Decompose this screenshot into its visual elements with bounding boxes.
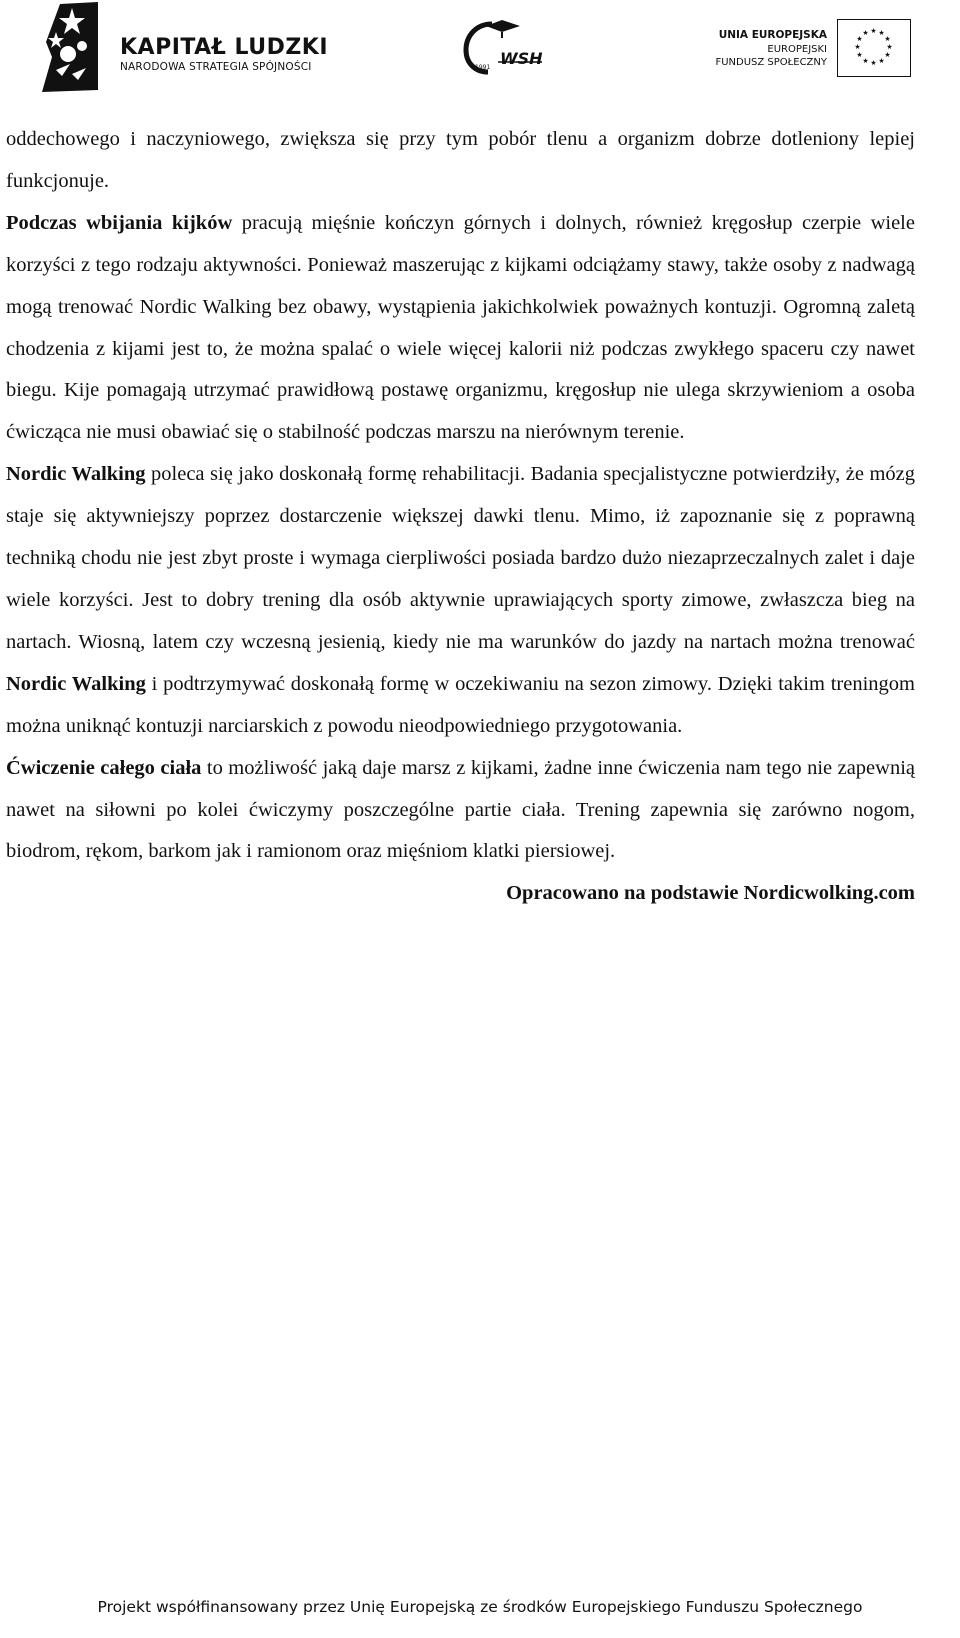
page-footer: Projekt współfinansowany przez Unię Europejską ze środków Europejskiego Funduszu Społecznego (97, 1598, 863, 1616)
paragraph-1: oddechowego i naczyniowego, zwiększa się przy tym pobór tlenu a organizm dobrze dotleniony lepiej funkcjonuje. (6, 128, 915, 192)
paragraph-2 (6, 203, 915, 454)
paragraph-3-bold-term: Nordic Walking (6, 672, 146, 695)
paragraph-4-lead: Ćwiczenie całego ciała (6, 756, 202, 779)
eu-fund-line1: EUROPEJSKI (767, 44, 827, 55)
paragraph-3 (6, 454, 915, 747)
eu-text (689, 28, 827, 69)
paragraph-2-text: pracują mięśnie kończyn górnych i dolnych, również kręgosłup czerpie wiele korzyści z tego rodzaju aktywności. Ponieważ maszerując z kijkami odciążamy stawy, także osoby z nadwagą mogą trenować Nordic Walking bez obawy, wystąpienia jakichkolwiek poważnych kontuzji. Ogromną zaletą chodzenia z kijami jest to, że można spalać o wiele więcej kalorii niż podczas zwykłego spaceru czy nawet biegu. Kije pomagają utrzymać prawidłową postawę organizmu, kręgosłup nie ulega skrzywieniom a osoba ćwicząca nie musi obawiać się o stabilność podczas marszu na nierównym terenie. (6, 211, 915, 444)
paragraph-4 (6, 748, 915, 874)
kapital-ludzki-emblem-icon (42, 2, 100, 92)
svg-text:★: ★ (856, 35, 863, 43)
svg-text:★: ★ (878, 29, 885, 37)
svg-text:★: ★ (862, 57, 869, 65)
paragraph-3-lead: Nordic Walking (6, 463, 146, 486)
source-note: Opracowano na podstawie Nordicwolking.com (506, 882, 915, 905)
eu-name: UNIA EUROPEJSKA (718, 29, 827, 41)
paragraph-3-text-a: poleca się jako doskonałą formę rehabilitacji. Badania specjalistyczne potwierdziły, że mózg staje się aktywniejszy poprzez dostarczenie większej dawki tlenu. Mimo, iż zapoznanie się z poprawną techniką chodu nie jest zbyt proste i wymaga cierpliwości posiada bardzo dużo niezaprzeczalnych zalet i daje wiele korzyści. Jest to dobry trening dla osób aktywnie uprawiających sporty zimowe, zwłaszcza bieg na nartach. Wiosną, latem czy wczesną jesienią, kiedy nie ma warunków do jazdy na nartach można trenować (6, 463, 916, 653)
wsh-year: 1991 (475, 64, 491, 71)
svg-text:★: ★ (884, 51, 891, 59)
svg-text:★: ★ (886, 43, 893, 51)
eu-flag-icon (837, 19, 911, 77)
svg-text:★: ★ (854, 43, 861, 51)
eu-logo (689, 19, 913, 79)
paragraph-2-lead: Podczas wbijania kijków (6, 211, 233, 234)
wsh-text: WSH (500, 49, 543, 68)
svg-text:★: ★ (862, 29, 869, 37)
eu-fund-line2: FUNDUSZ SPOŁECZNY (715, 57, 827, 68)
paragraph-3-text-b: i podtrzymywać doskonałą formę w oczekiwaniu na sezon zimowy. Dzięki takim treningom można uniknąć kontuzji narciarskich z powodu nieodpowiedniego przygotowania. (6, 672, 915, 737)
svg-text:★: ★ (884, 35, 891, 43)
kapital-ludzki-title: KAPITAŁ LUDZKI (120, 35, 329, 60)
svg-text:★: ★ (878, 57, 885, 65)
svg-text:★: ★ (870, 59, 877, 67)
document-body (6, 119, 915, 915)
svg-text:★: ★ (870, 27, 877, 35)
kapital-ludzki-subtitle: NARODOWA STRATEGIA SPÓJNOŚCI (120, 61, 312, 73)
kapital-ludzki-logo (42, 2, 329, 92)
page-header (0, 0, 960, 100)
wsh-logo (462, 18, 544, 76)
svg-text:★: ★ (856, 51, 863, 59)
paragraph-4-text: to możliwość jaką daje marsz z kijkami, żadne inne ćwiczenia nam tego nie zapewnią nawet na siłowni po kolei ćwiczymy poszczególne partie ciała. Trening zapewnia się zarówno nogom, biodrom, rękom, barkom jak i ramionom oraz mięśniom klatki piersiowej. (6, 756, 915, 863)
